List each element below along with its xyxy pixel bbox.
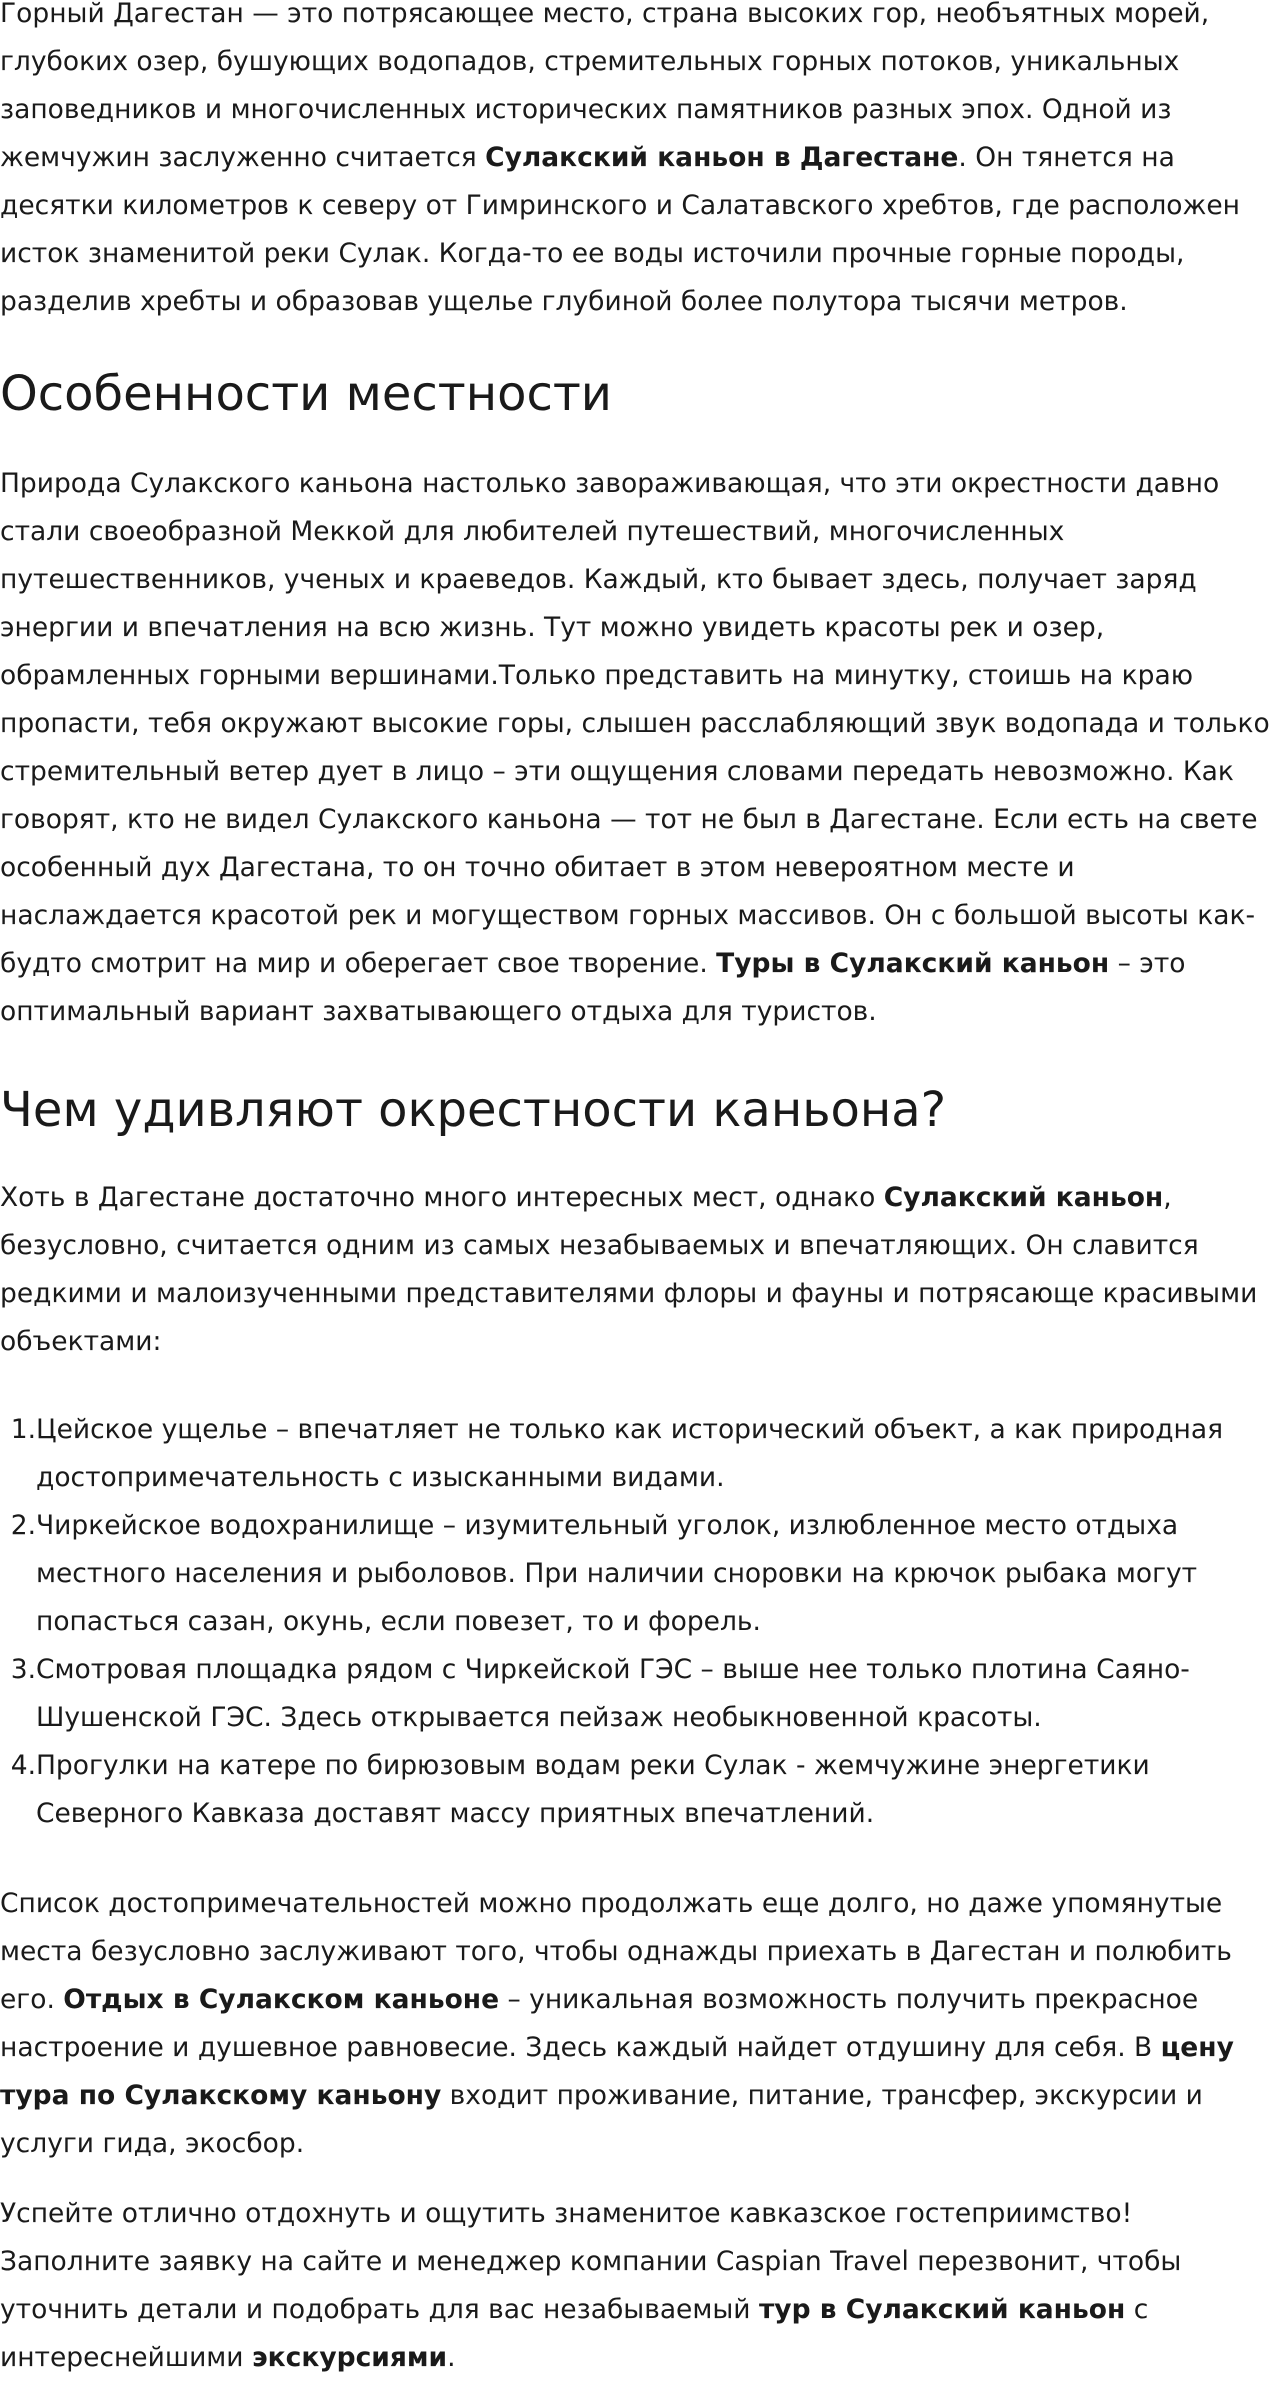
more-text-1: Список достопримечательностей можно продолжать еще долго, но даже упомянутые места безусловно заслуживают того, чтобы однажды приехать в Дагестан и полюбить его.	[0, 1888, 1232, 2015]
list-item-number: 1.	[10, 1414, 36, 1445]
sights-list	[0, 1406, 1270, 1838]
list-item	[10, 1646, 1270, 1742]
cta-text-3: .	[447, 2342, 456, 2373]
heading-surprise: Чем удивляют окрестности каньона?	[0, 1082, 947, 1138]
cta-bold-tour: тур в Сулакский каньон	[758, 2294, 1126, 2325]
surprise-paragraph	[0, 1174, 1270, 1366]
features-paragraph	[0, 460, 1270, 1036]
more-bold-rest: Отдых в Сулакском каньоне	[63, 1984, 500, 2015]
surprise-text-1: Хоть в Дагестане достаточно много интересных мест, однако	[0, 1182, 884, 1213]
cta-text-2: с интереснейшими	[0, 2294, 1149, 2373]
list-item-number: 2.	[10, 1510, 36, 1541]
list-item	[10, 1406, 1270, 1502]
features-bold-tours: Туры в Сулакский каньон	[716, 948, 1110, 979]
cta-bold-excursions: экскурсиями	[251, 2342, 448, 2373]
more-bold-price: цену тура по Сулакскому каньону	[0, 2032, 1234, 2111]
features-text-2: – это оптимальный вариант захватывающего отдыха для туристов.	[0, 948, 1186, 1027]
list-item-text: Прогулки на катере по бирюзовым водам реки Сулак - жемчужине энергетики Северного Кавказа доставят массу приятных впечатлений.	[36, 1750, 1150, 1829]
surprise-bold-canyon: Сулакский каньон	[883, 1182, 1164, 1213]
more-text-2: – уникальная возможность получить прекрасное настроение и душевное равновесие. Здесь каждый найдет отдушину для себя. В	[0, 1984, 1199, 2063]
list-item-number: 4.	[10, 1750, 36, 1781]
intro-paragraph	[0, 0, 1270, 326]
intro-bold-canyon: Сулакский каньон в Дагестане	[485, 142, 959, 173]
list-item	[10, 1742, 1270, 1838]
more-text-3: входит проживание, питание, трансфер, экскурсии и услуги гида, экосбор.	[0, 2080, 1203, 2159]
intro-text-2: . Он тянется на десятки километров к северу от Гимринского и Салатавского хребтов, где расположен исток знаменитой реки Сулак. Когда-то ее воды источили прочные горные породы, разделив хребты и образовав ущелье глубиной более полутора тысячи метров.	[0, 142, 1241, 317]
list-item-text: Чиркейское водохранилище – изумительный уголок, излюбленное место отдыха местного населения и рыболовов. При наличии сноровки на крючок рыбака могут попасться сазан, окунь, если повезет, то и форель.	[36, 1510, 1198, 1637]
features-text-1: Природа Сулакского каньона настолько завораживающая, что эти окрестности давно стали своеобразной Меккой для любителей путешествий, многочисленных путешественников, ученых и краеведов. Каждый, кто бывает здесь, получает заряд энергии и впечатления на всю жизнь. Тут можно увидеть красоты рек и озер, обрамленных горными вершинами.Только представить на минутку, стоишь на краю пропасти, тебя окружают высокие горы, слышен расслабляющий звук водопада и только стремительный ветер дует в лицо – эти ощущения словами передать невозможно. Как говорят, кто не видел Сулакского каньона — тот не был в Дагестане. Если есть на свете особенный дух Дагестана, то он точно обитает в этом невероятном месте и наслаждается красотой рек и могуществом горных массивов. Он с большой высоты как- будто смотрит на мир и оберегает свое творение.	[0, 468, 1270, 979]
list-item	[10, 1502, 1270, 1646]
intro-text-1: Горный Дагестан — это потрясающее место, страна высоких гор, необъятных морей, глубоких озер, бушующих водопадов, стремительных горных потоков, уникальных заповедников и многочисленных исторических памятников разных эпох. Одной из жемчужин заслуженно считается	[0, 0, 1210, 173]
list-item-text: Смотровая площадка рядом с Чиркейской ГЭС – выше нее только плотина Саяно-Шушенской ГЭС. Здесь открывается пейзаж необыкновенной красоты.	[36, 1654, 1190, 1733]
surprise-text-2: , безусловно, считается одним из самых незабываемых и впечатляющих. Он славится редкими и малоизученными представителями флоры и фауны и потрясающе красивыми объектами:	[0, 1182, 1258, 1357]
cta-text-1: Успейте отлично отдохнуть и ощутить знаменитое кавказское гостеприимство!Заполните заявку на сайте и менеджер компании Caspian Travel перезвонит, чтобы уточнить детали и подобрать для вас незабываемый	[0, 2198, 1182, 2325]
cta-paragraph	[0, 2190, 1270, 2382]
heading-features: Особенности местности	[0, 366, 612, 422]
more-paragraph	[0, 1880, 1270, 2168]
list-item-number: 3.	[10, 1654, 36, 1685]
list-item-text: Цейское ущелье – впечатляет не только как исторический объект, а как природная достопримечательность с изысканными видами.	[36, 1414, 1224, 1493]
